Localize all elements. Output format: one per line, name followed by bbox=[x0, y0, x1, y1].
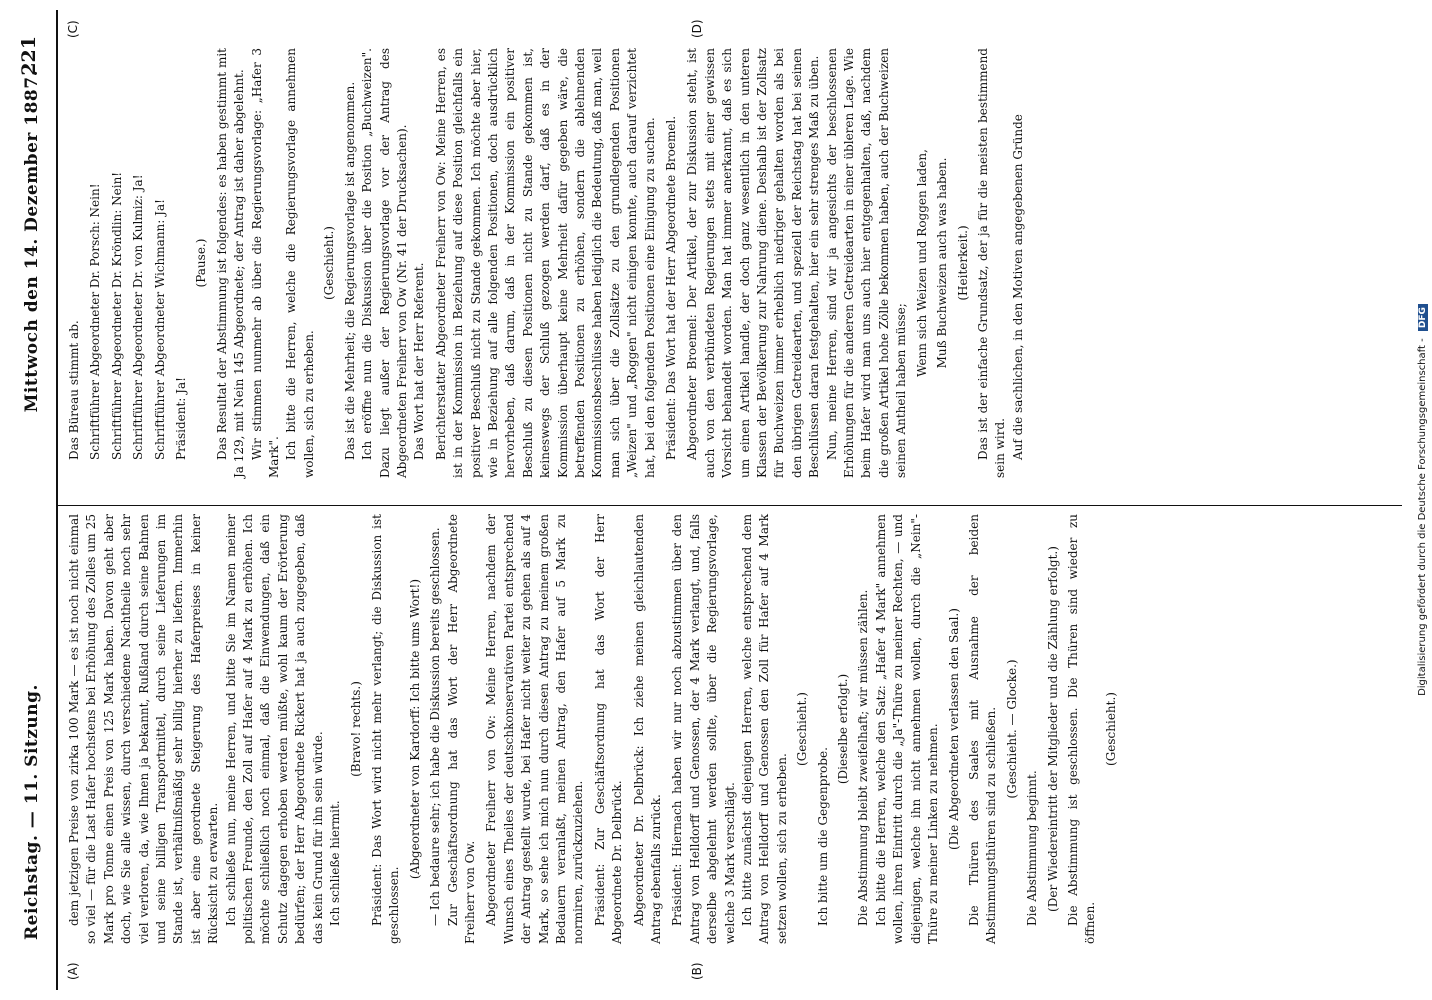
header-right: Mittwoch den 14. Dezember 1887. bbox=[22, 70, 42, 413]
paragraph: Die Thüren des Saales mit Ausnahme der beiden Abstimmungsthüren sind zu schließen. bbox=[966, 514, 999, 944]
paragraph: Ich bitte zunächst diejenigen Herren, welche entsprechend dem Antrag von Helldorff und Genossen den Zoll für Hafer auf 4 Mark setzen wollen, sich zu erheben. bbox=[740, 514, 789, 944]
speaker-paragraph: Berichterstatter Abgeordneter Freiherr von Ow: Meine Herren, es ist in der Kommission in Beziehung auf diese Position gleichfalls ein positiver Beschluß nicht zu Stande gekommen. Ich möchte aber hier, wie in Beziehung auf alle folgenden Positionen, doch ausdrücklich hervorheben, daß darum, daß in der Kommission ein positiver Beschluß zu diesen Positionen nicht zu Stande gekommen ist, keineswegs der Schluß gezogen werden darf, daß es in der Kommission überhaupt keine Mehrheit dafür gegeben wäre, die betreffenden Positionen zu erhöhen, sondern die ablehnenden Kommissionsbeschlüsse haben lediglich die Bedeutung, daß man, weil man sich über die Zollsätze zu den grundlegenden Positionen „Weizen" und „Roggen" nicht einigen konnte, auch darauf verzichtet hat, bei den folgenden Positionen eine Einigung zu suchen. bbox=[433, 48, 657, 478]
paragraph: Ich bitte die Herren, welche den Satz: „Hafer 4 Mark" annehmen wollen, ihren Eintritt durch die „Ja"-Thüre zu meiner Rechten, — und diejenigen, welche ihn nicht annehmen wollen, durch die „Nein"-Thüre zu meiner Linken zu nehmen. bbox=[873, 514, 941, 944]
paragraph: Ich eröffne nun die Diskussion über die Position „Buchweizen". Dazu liegt außer der Regierungsvorlage vor der Antrag des Abgeordneten Freiherr von Ow (Nr. 41 der Drucksachen). bbox=[360, 48, 409, 478]
speaker-paragraph: Schriftführer Abgeordneter Dr. von Kulmiz: Ja! bbox=[131, 174, 146, 460]
page-number: 221 bbox=[18, 36, 40, 76]
stage-direction: (Geschieht. — Glocke.) bbox=[1004, 659, 1019, 799]
paragraph: Die Abstimmung beginnt. bbox=[1025, 770, 1040, 926]
paragraph: Ich schließe nun, meine Herren, und bitte Sie im Namen meiner politischen Freunde, den Zoll auf Hafer auf 4 Mark zu erhöhen. Ich möchte schließlich noch einmal, daß die Einwendungen, daß ein Schutz dagegen erhoben werden müßte, wohl kaum der Erörterung bedürfen; der Herr Abgeordnete Rickert hat ja auch zugegeben, daß das kein Grund für ihn sein würde. bbox=[223, 514, 325, 944]
running-header bbox=[18, 36, 52, 940]
margin-mark-c: (C) bbox=[66, 20, 80, 38]
margin-mark-d: (D) bbox=[690, 19, 704, 38]
digitization-credit bbox=[1417, 0, 1428, 1000]
dfg-logo: DFG bbox=[1418, 304, 1428, 331]
speaker-paragraph: Präsident: Ja! bbox=[174, 377, 189, 460]
paragraph: Wir stimmen nunmehr ab über die Regierungsvorlage: „Hafer 3 Mark". bbox=[249, 48, 282, 478]
paragraph: Die Abstimmung ist geschlossen. Die Thüren sind wieder zu öffnen. bbox=[1065, 514, 1098, 944]
paragraph: Ich schließe hiermit. bbox=[328, 800, 343, 926]
stage-direction: (Heiterkeit.) bbox=[955, 225, 970, 301]
paragraph: Ich bitte um die Gegenprobe. bbox=[815, 747, 830, 926]
speaker-paragraph: Präsident: Zur Geschäftsordnung hat das Wort der Herr Abgeordnete Dr. Delbrück. bbox=[592, 514, 625, 944]
stage-direction: (Pause.) bbox=[194, 238, 209, 288]
paragraph: Das Resultat der Abstimmung ist folgendes: es haben gestimmt mit Ja 129, mit Nein 145 Abgeordnete; der Antrag ist daher abgelehnt. bbox=[214, 48, 247, 478]
stage-direction: (Der Wiedereintritt der Mitglieder und die Zählung erfolgt.) bbox=[1045, 546, 1060, 912]
speaker-paragraph: Abgeordneter Dr. Delbrück: Ich ziehe meinen gleichlautenden Antrag ebenfalls zurück. bbox=[631, 514, 663, 944]
stage-direction: (Geschieht.) bbox=[322, 226, 337, 300]
interjection: (Abgeordneter von Kardorff: Ich bitte ums Wort!) bbox=[407, 578, 422, 880]
stage-direction: (Geschieht.) bbox=[1103, 692, 1118, 766]
margin-mark-a: (A) bbox=[66, 962, 80, 980]
paragraph: Ich bitte die Herren, welche die Regierungsvorlage annehmen wollen, sich zu erheben. bbox=[284, 48, 316, 478]
header-left: Reichstag. — 11. Sitzung. bbox=[22, 684, 42, 940]
speaker-paragraph: Abgeordneter Freiherr von Ow: Meine Herren, nachdem der Wunsch eines Theiles der deutschkonservativen Partei entsprechend der Antrag gestellt wurde, bei Hafer nicht weiter zu gehen als auf 4 Mark, so sehe ich mich nun durch diesen Antrag zu meinem großen Bedauern veranlaßt, meinen Antrag, den Hafer auf 5 Mark zu normiren, zurückzuziehen. bbox=[484, 514, 586, 944]
header-rule bbox=[56, 10, 58, 990]
stage-direction: (Die Abgeordneten verlassen den Saal.) bbox=[946, 608, 961, 850]
stage-direction: (Dieselbe erfolgt.) bbox=[836, 673, 851, 785]
left-column bbox=[66, 514, 1123, 944]
footer-text: Digitalisierung gefördert durch die Deutsche Forschungsgemeinschaft - bbox=[1417, 338, 1428, 696]
speaker-paragraph: Schriftführer Abgeordneter Wichmann: Ja! bbox=[152, 199, 167, 460]
verse-line: Muß Buchweizen auch was haben. bbox=[935, 157, 950, 369]
paragraph: Das Büreau stimmt ab. bbox=[67, 320, 81, 460]
paragraph: Das Wort hat der Herr Referent. bbox=[412, 262, 427, 460]
speaker-paragraph: Abgeordneter Broemel: Der Artikel, der zur Diskussion steht, ist auch von den verbündeten Regierungen stets mit einer gewissen Vorsicht behandelt worden. Man hat immer anerkannt, daß es sich um einen Artikel handle, der doch ganz wesentlich in den unteren Klassen der Bevölkerung zur Nahrung diene. Deshalb ist der Zollsatz für Buchweizen immer erheblich niedriger gehalten worden als bei den übrigen Getreidearten, und speziell der Reichstag hat bei seinen Beschlüssen daran festgehalten, hier ein sehr strenges Maß zu üben. bbox=[685, 48, 822, 478]
paragraph: Die Abstimmung bleibt zweifelhaft; wir müssen zählen. bbox=[856, 589, 871, 926]
paragraph: Das ist die Mehrheit; die Regierungsvorlage ist angenommen. bbox=[342, 81, 357, 460]
speaker-paragraph: Schriftführer Abgeordneter Dr. Porsch: Nein! bbox=[88, 183, 103, 460]
right-column bbox=[66, 48, 1027, 478]
paragraph: Nun, meine Herren, sind wir ja angesichts der beschlossenen Erhöhungen für die anderen Getreidearten in einer übleren Lage. Wie beim Hafer wird man uns auch hier entgegenhalten, daß, nachdem die großen Artikel hohe Zölle bekommen haben, auch der Buchweizen seinen Antheil haben müsse; bbox=[824, 48, 909, 478]
stage-direction: (Bravo! rechts.) bbox=[348, 681, 363, 777]
speaker-paragraph: Präsident: Hiernach haben wir nur noch abzustimmen über den Antrag von Helldorff und Genossen, der 4 Mark verlangt, und, falls derselbe abgelehnt werden sollte, über die Regierungsvorlage, welche 3 Mark verschlägt. bbox=[670, 514, 737, 944]
paragraph: Auf die sachlichen, in den Motiven angegebenen Gründe bbox=[1010, 114, 1025, 460]
stage-direction: (Geschieht.) bbox=[795, 692, 810, 766]
speaker-paragraph: Präsident: Das Wort hat der Herr Abgeordnete Broemel. bbox=[664, 115, 678, 460]
paragraph: Zur Geschäftsordnung hat das Wort der Herr Abgeordnete Freiherr von Ow. bbox=[445, 514, 477, 944]
verse-line: Wenn sich Weizen und Roggen laden, bbox=[914, 149, 929, 377]
column-divider bbox=[56, 505, 1402, 506]
paragraph: Das ist der einfache Grundsatz, der ja für die meisten bestimmend sein wird. bbox=[975, 48, 1008, 478]
paragraph: dem jetzigen Preise von zirka 100 Mark — es ist noch nicht einmal so viel — für die Last Hafer hochstens bei Erhöhung des Zolles um 25 Mark pro Tonne einen Preis von 125 Mark haben. Davon geht aber doch, wie Sie alle wissen, durch verschiedene Nachtheile noch sehr viel verloren, da, wie Ihnen ja bekannt, Rußland durch seine Bahnen und seine billigen Transportmittel, durch seine Lieferungen im Stande ist, verhältnißmäßig sehr billig hierher zu liefern. Immerhin ist aber eine geordnete Steigerung des Haferpreises in keiner Rücksicht zu erwarten. bbox=[67, 514, 221, 944]
margin-mark-b: (B) bbox=[690, 962, 704, 980]
paragraph: — Ich bedaure sehr; ich habe die Diskussion bereits geschlossen. bbox=[428, 527, 443, 926]
speaker-paragraph: Schriftführer Abgeordneter Dr. Kröndlin: Nein! bbox=[109, 171, 124, 460]
speaker-paragraph: Präsident: Das Wort wird nicht mehr verlangt; die Diskussion ist geschlossen. bbox=[369, 514, 402, 944]
